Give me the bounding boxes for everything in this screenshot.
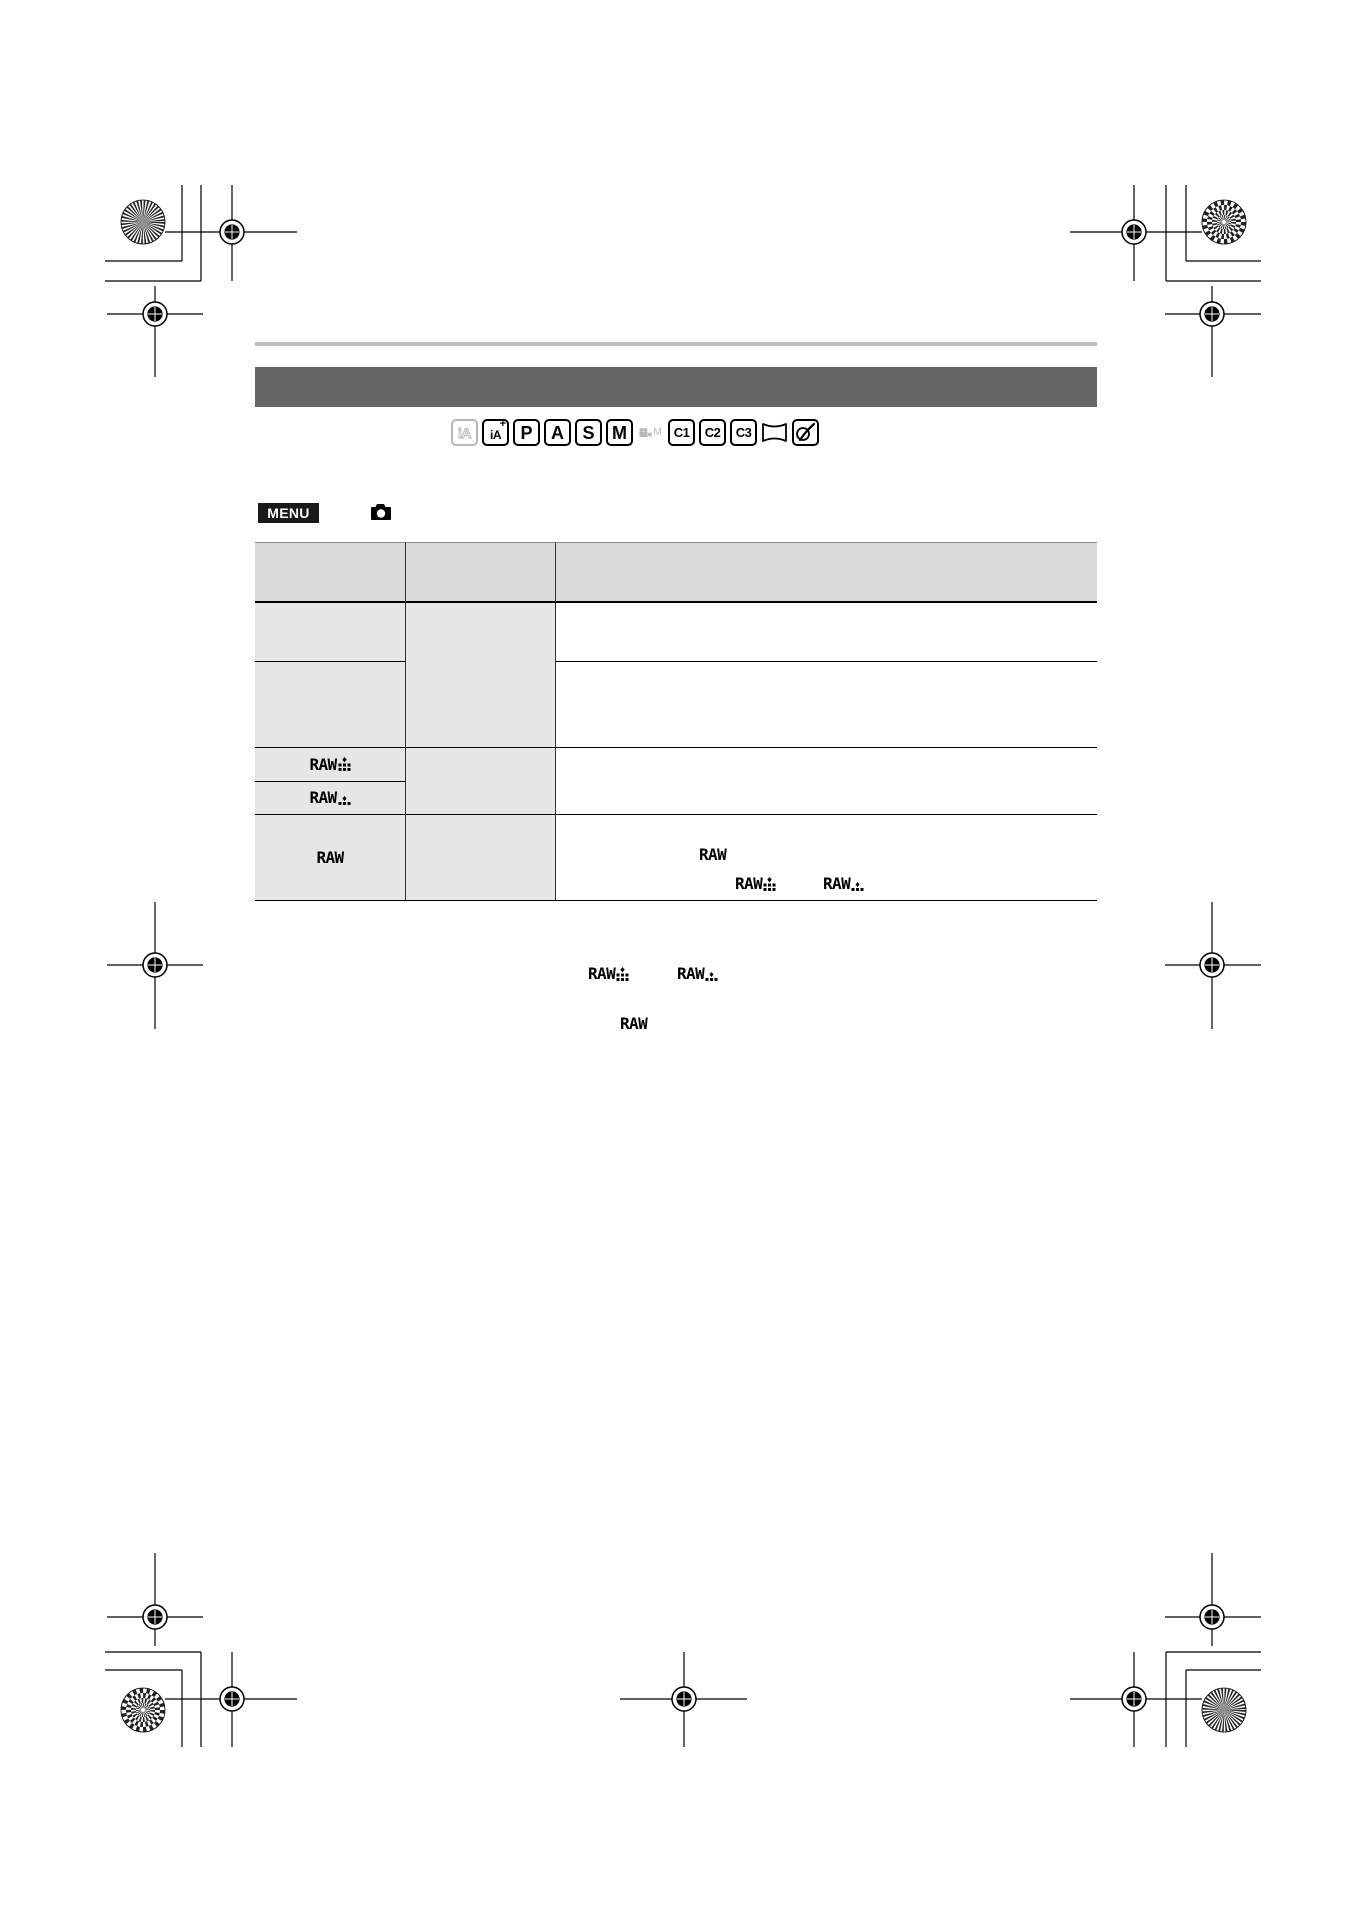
mode-label: C3 (735, 425, 752, 440)
mode-badge: + (499, 418, 506, 430)
custom-mode-2-icon (699, 419, 726, 446)
mode-label: A (551, 422, 564, 443)
table-cell (556, 603, 1097, 662)
table-header-cell (255, 542, 406, 603)
table-cell (406, 748, 556, 815)
raw-only-icon (316, 849, 343, 867)
aperture-priority-icon (544, 419, 571, 446)
shutter-priority-icon (575, 419, 602, 446)
mode-label: S (582, 422, 595, 443)
registration-target (107, 902, 203, 1029)
creative-video-mode-icon (637, 419, 664, 446)
starburst-mark (121, 200, 165, 244)
intelligent-auto-plus-icon (482, 419, 509, 446)
raw-label: RAW (588, 964, 616, 983)
raw-label: RAW (316, 847, 344, 867)
raw-label: RAW (620, 1014, 648, 1033)
custom-mode-1-icon (668, 419, 695, 446)
camera-rec-menu-icon (370, 503, 392, 521)
raw-fine-icon (588, 965, 629, 983)
table-cell-setting (255, 748, 406, 782)
raw-label: RAW (699, 845, 727, 864)
registration-target (1165, 902, 1261, 1029)
applicable-modes (451, 419, 819, 446)
table-cell-setting (255, 815, 406, 901)
raw-only-icon (699, 846, 726, 864)
raw-standard-icon (823, 875, 864, 893)
mode-label: iA (490, 427, 501, 442)
mode-label: M (653, 426, 662, 438)
registration-target (620, 1652, 747, 1747)
registration-target (1070, 1652, 1202, 1747)
table-cell (406, 603, 556, 748)
mode-label: C1 (673, 425, 690, 440)
table-cell (406, 815, 556, 901)
custom-mode-3-icon (730, 419, 757, 446)
table-cell (556, 662, 1097, 748)
moire-mark (121, 1688, 165, 1732)
table-header-cell (406, 542, 556, 603)
table-header-cell (556, 542, 1097, 603)
registration-target (165, 1652, 297, 1747)
table-cell-setting (255, 782, 406, 815)
registration-target (107, 286, 203, 377)
table-cell-description (556, 815, 1097, 901)
starburst-mark (1202, 1688, 1246, 1732)
quality-table (255, 542, 1097, 901)
intelligent-auto-icon (451, 419, 478, 446)
mode-label: iA (458, 424, 471, 441)
raw-label: RAW (823, 874, 851, 893)
raw-fine-icon (735, 875, 776, 893)
table-cell (255, 662, 406, 748)
menu-button-icon: MENU (258, 503, 319, 523)
mode-label: P (520, 422, 533, 443)
raw-label: RAW (677, 964, 705, 983)
registration-target (1165, 1553, 1261, 1646)
registration-target (1070, 185, 1202, 281)
raw-label: RAW (309, 754, 337, 774)
raw-standard-icon (677, 965, 718, 983)
table-cell (556, 748, 1097, 815)
raw-label: RAW (309, 788, 337, 807)
registration-target (107, 1553, 203, 1646)
header-rule (255, 342, 1097, 346)
moire-mark (1202, 200, 1246, 244)
movie-camera-icon (639, 428, 652, 437)
raw-only-icon (620, 1015, 647, 1033)
raw-label: RAW (735, 874, 763, 893)
registration-target (165, 185, 297, 281)
section-title-banner (255, 367, 1097, 407)
mode-label: C2 (704, 425, 721, 440)
creative-control-icon (792, 419, 819, 446)
raw-fine-icon (309, 756, 350, 774)
panorama-shot-icon (761, 419, 788, 446)
manual-exposure-icon (606, 419, 633, 446)
program-ae-icon (513, 419, 540, 446)
mode-label: M (612, 422, 627, 443)
raw-standard-icon (309, 789, 350, 807)
registration-target (1165, 286, 1261, 377)
table-cell (255, 603, 406, 662)
